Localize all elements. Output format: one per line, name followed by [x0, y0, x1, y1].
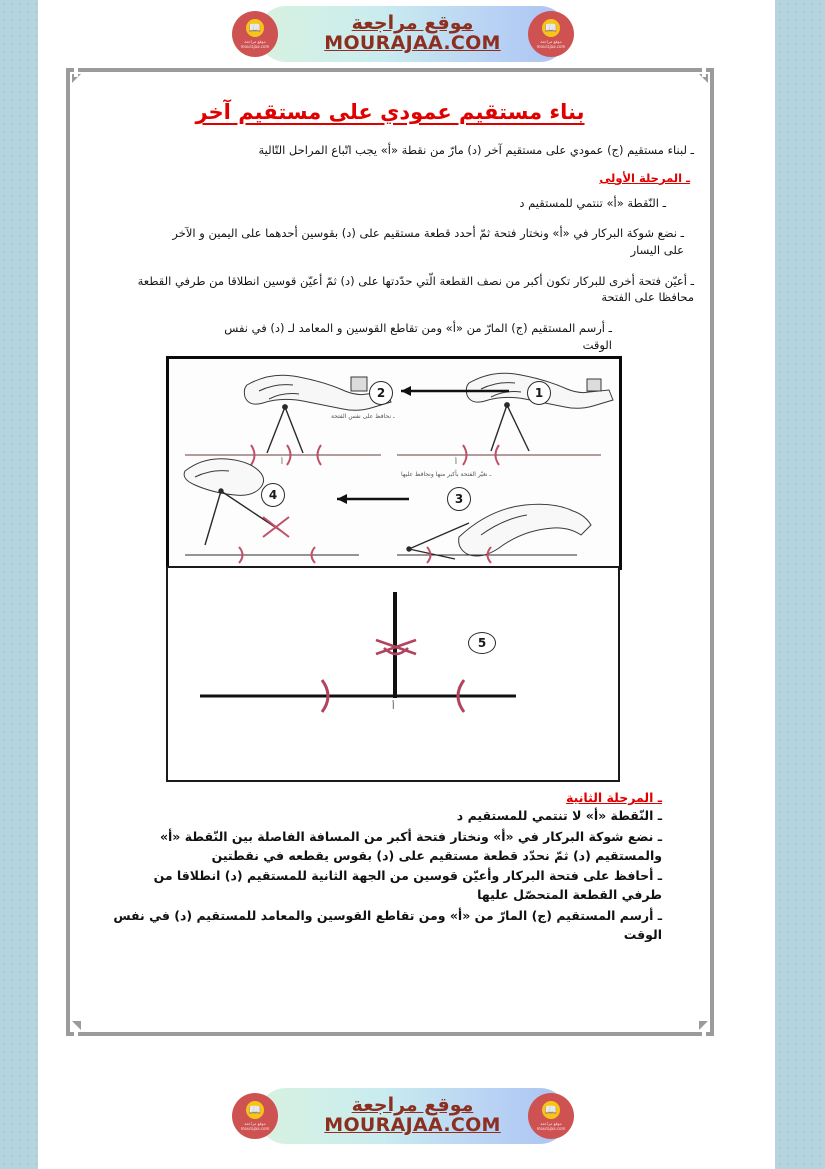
figure-1-step-badge-2: 2: [369, 381, 393, 405]
page-title: بناء مستقيم عمودي على مستقيم آخر: [195, 100, 585, 124]
header-logo-right: [528, 11, 574, 57]
footer-branding-band: [0, 1092, 825, 1140]
logo-caption-url: mourajaa.com: [536, 44, 566, 49]
book-icon: 📖: [542, 1101, 560, 1119]
figure-1-step-badge-3: 3: [447, 487, 471, 511]
header-brand-arabic: موقع مراجعة: [351, 12, 474, 35]
logo-caption-ar: موقع مراجعة: [540, 39, 562, 44]
frame-line-top: [66, 68, 714, 72]
footer-brand-url[interactable]: MOURAJAA.COM: [324, 1114, 501, 1136]
document-content: [78, 84, 702, 367]
stage-1-step-2: ـ نضع شوكة البركار في «أ» ونختار فتحة ثمّ أحدد قطعة مستقيم على (د) بقوسين أحدهما على اليمين و الآخر على اليسار: [172, 226, 684, 258]
corner-notch-bottom-right: [702, 1027, 706, 1038]
figure-2-step-badge-5: 5: [468, 632, 496, 654]
figure-2-canvas: [168, 568, 618, 780]
frame-line-left: [66, 68, 70, 1036]
figure-1-caption-step-3: ـ نغيّر الفتحة بأكبر منها ونحافظ عليها: [401, 471, 492, 478]
figure-1-caption-step-1: ـ نحافظ على نفس الفتحة: [331, 413, 395, 420]
logo-caption-ar: موقع مراجعة: [244, 39, 266, 44]
book-icon: 📖: [246, 19, 264, 37]
figure-1-canvas: [169, 359, 619, 567]
stage-2-step-2: ـ نضع شوكة البركار في «أ» ونختار فتحة أكبر من المسافة الفاصلة بين النّقطة «أ» والمستقيم (د) ثمّ نحدّد قطعة مستقيم على (د) بقوس يقطعه في نقطتين: [159, 828, 662, 863]
corner-notch-top-right: [702, 66, 706, 77]
footer-logo-left: [232, 1093, 278, 1139]
header-brand-url[interactable]: MOURAJAA.COM: [324, 32, 501, 54]
stage-2-heading: ـ المرحلة الثانية: [566, 790, 662, 805]
logo-caption-ar: موقع مراجعة: [244, 1121, 266, 1126]
figure-compass-steps: [166, 356, 622, 570]
stage-2-block: [78, 790, 672, 946]
frame-line-right: [710, 68, 714, 1036]
header-branding-band: [0, 10, 825, 58]
stage-2-step-1: ـ النّقطة «أ» لا تنتمي للمستقيم د: [456, 808, 662, 823]
stage-1-step-3: ـ أعيّن فتحة أخرى للبركار تكون أكبر من نصف القطعة الّتي حدّدتها على (د) ثمّ أعيّن قوسين انطلاقا من طرفي القطعة محافظا على الفتحة: [137, 273, 694, 305]
header-brand-pill: [258, 6, 568, 62]
book-icon: 📖: [542, 19, 560, 37]
stage-1-step-4: ـ أرسم المستقيم (ج) المارّ من «أ» ومن تقاطع القوسين و المعامد لـ (د) في نفس الوقت: [224, 321, 612, 352]
footer-logo-right: [528, 1093, 574, 1139]
figure-1-drawing: [169, 359, 619, 567]
book-icon: 📖: [246, 1101, 264, 1119]
stage-1-step-1: ـ النّقطة «أ» تنتمي للمستقيم د: [519, 195, 666, 210]
header-logo-left: [232, 11, 278, 57]
stage-1-heading: ـ المرحلة الأولى: [599, 170, 690, 185]
corner-notch-bottom-left: [74, 1027, 78, 1038]
figure-2-drawing: [168, 568, 618, 780]
stage-2-step-4: ـ أرسم المستقيم (ج) المارّ من «أ» ومن تقاطع القوسين والمعامد للمستقيم (د) في نفس الوقت: [113, 907, 662, 942]
frame-line-bottom: [66, 1032, 714, 1036]
intro-paragraph: ـ لبناء مستقيم (ج) عمودي على مستقيم آخر (د) مارّ من نقطة «أ» يجب اتّباع المراحل التّالية: [258, 143, 694, 157]
logo-caption-url: mourajaa.com: [240, 44, 270, 49]
figure-1-step-badge-1: 1: [527, 381, 551, 405]
footer-brand-arabic: موقع مراجعة: [351, 1094, 474, 1117]
figure-final-perpendicular: [166, 566, 620, 782]
figure-1-point-label-a-1: أ: [281, 458, 283, 466]
footer-brand-pill: [258, 1088, 568, 1144]
logo-caption-ar: موقع مراجعة: [540, 1121, 562, 1126]
figure-1-step-badge-4: 4: [261, 483, 285, 507]
figure-2-point-label-a: أ: [392, 702, 395, 712]
corner-notch-top-left: [74, 66, 78, 77]
logo-caption-url: mourajaa.com: [536, 1126, 566, 1131]
logo-caption-url: mourajaa.com: [240, 1126, 270, 1131]
stage-2-step-3: ـ أحافظ على فتحة البركار وأعيّن قوسين من الجهة الثانية للمستقيم (د) انطلاقا من طرفي القطعة المتحصّل عليها: [153, 868, 662, 902]
figure-1-point-label-a-2: أ: [455, 458, 457, 466]
